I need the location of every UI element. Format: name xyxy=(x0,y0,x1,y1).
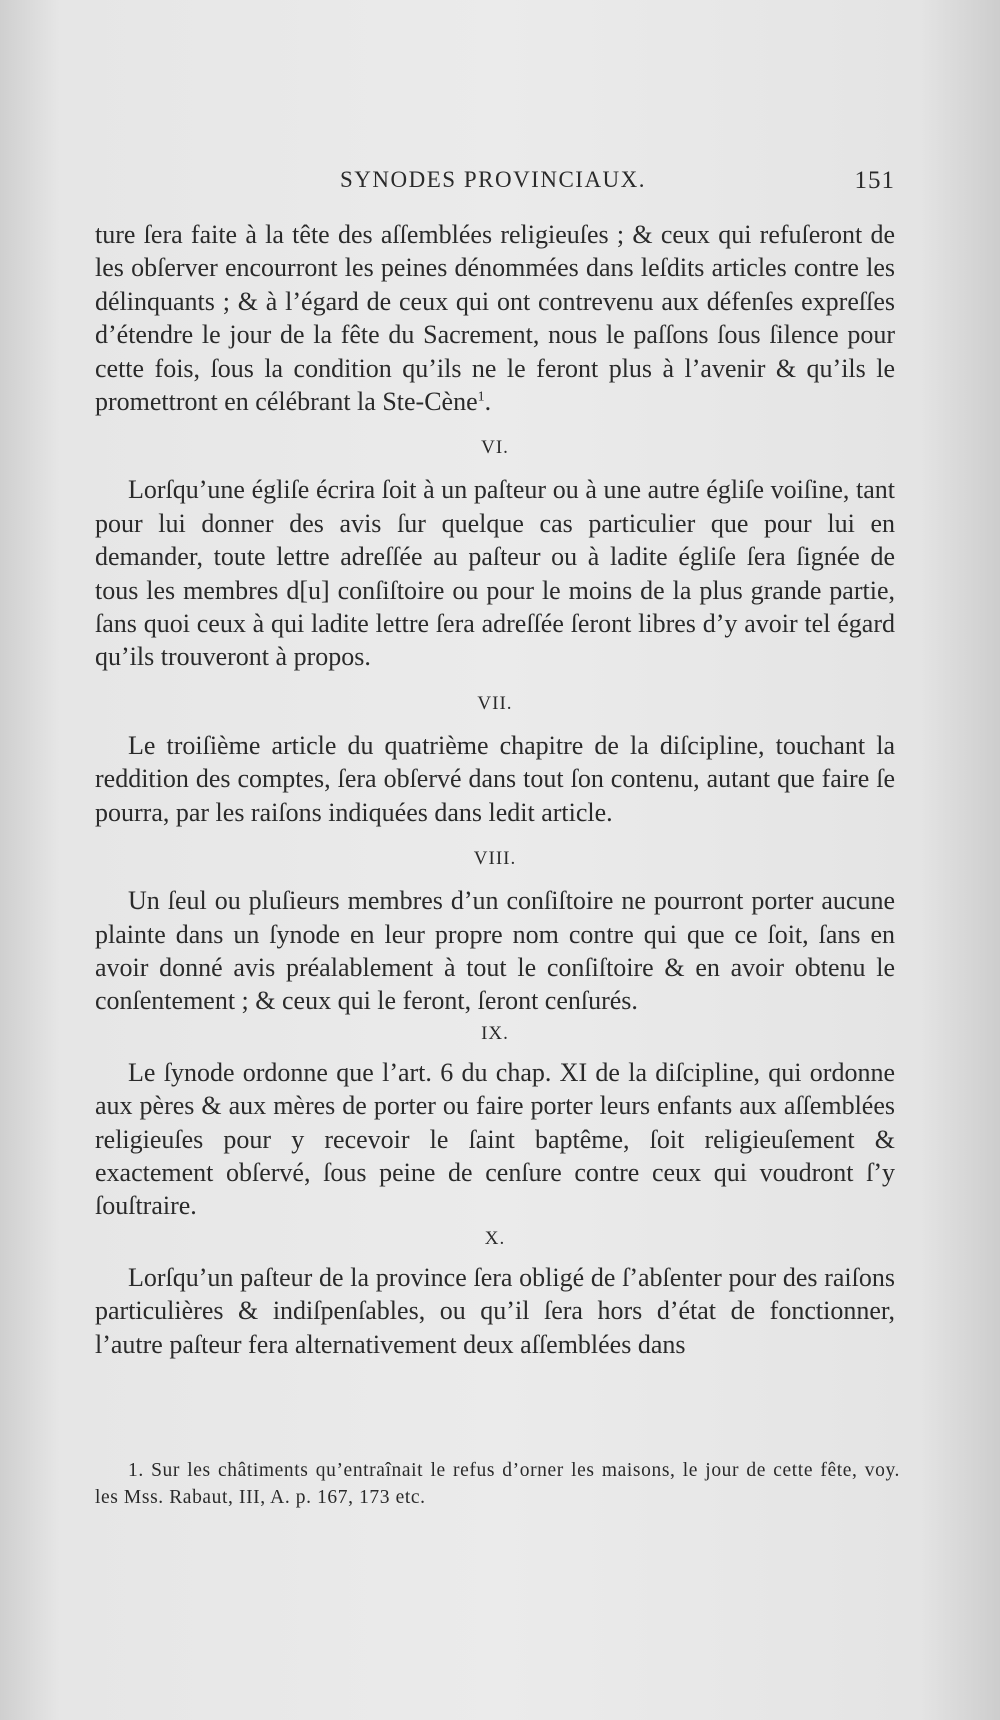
paragraph-article-7: Le troiſième article du quatrième chapitre de la diſcipline, touchant la reddition des comptes, ſera obſervé dans tout ſon contenu, autant que faire ſe pourra, par les raiſons indiquées dans ledit article. xyxy=(95,730,895,827)
section-number-6: VI. xyxy=(481,437,509,459)
paragraph-continued xyxy=(95,218,895,418)
section-number-10: X. xyxy=(484,1227,506,1249)
running-header xyxy=(95,167,895,203)
footnote-reference[interactable]: 1 xyxy=(477,389,485,405)
running-title: SYNODES PROVINCIAUX. xyxy=(340,167,647,192)
paragraph-article-8: Un ſeul ou pluſieurs membres d’un conſiſtoire ne pourront porter aucune plainte dans un ſynode en leur propre nom contre qui que ce ſoit, ſans en avoir donné avis préalablement à tout le conſiſtoire & en avoir obtenu le conſentement ; & ceux qui le feront, ſeront cenſurés. xyxy=(95,886,895,1016)
section-number-7: VII. xyxy=(477,692,513,714)
paragraph-text: ture ſera faite à la tête des aſſemblées religieuſes ; & ceux qui refuſeront de les obſerver encourront les peines dénommées dans leſdits articles contre les délinquants ; & à l’égard de ceux qui ont contrevenu aux défenſes expreſſes d’étendre le jour de la fête du Sacrement, nous le paſſons ſous ſilence pour cette fois, ſous la condition qu’ils ne le feront plus à l’avenir & qu’ils le promettront en célébrant la Ste-Cène xyxy=(95,220,895,417)
section-number-9: IX. xyxy=(481,1022,509,1044)
page-number: 151 xyxy=(854,167,895,194)
section-number-8: VIII. xyxy=(473,848,517,870)
paragraph-end-punctuation: . xyxy=(484,387,492,417)
paragraph-article-10: Lorſqu’un paſteur de la province ſera obligé de ſ’abſenter pour des raiſons particulières & indiſpenſables, ou qu’il ſera hors d’état de fonctionner, l’autre paſteur fera alternativement deux aſſemblées dans xyxy=(95,1262,895,1359)
body-text xyxy=(95,218,895,1361)
paragraph-article-6: Lorſqu’une égliſe écrira ſoit à un paſteur ou à une autre égliſe voiſine, tant pour lui donner des avis ſur quelque cas particulier que pour lui en demander, toute lettre adreſſée au paſteur ou à ladite égliſe ſera ſignée de tous les membres d[u] conſiſtoire ou pour le moins de la plus grande partie, ſans quoi ceux à qui ladite lettre ſera adreſſée ſeront libres d’y avoir tel égard qu’ils trouveront à propos. xyxy=(95,475,895,672)
paragraph-article-9: Le ſynode ordonne que l’art. 6 du chap. XI de la diſcipline, qui ordonne aux pères & aux mères de porter ou faire porter leurs enfants aux aſſemblées religieuſes pour y recevoir le ſaint baptême, ſoit religieuſement & exactement obſervé, ſous peine de cenſure contre ceux qui voudront ſ’y ſouſtraire. xyxy=(95,1057,895,1221)
footnote: 1. Sur les châtiments qu’entraînait le refus d’orner les maisons, le jour de cette fête, voy. les Mss. Rabaut, III, A. p. 167, 173 etc. xyxy=(95,1460,900,1508)
